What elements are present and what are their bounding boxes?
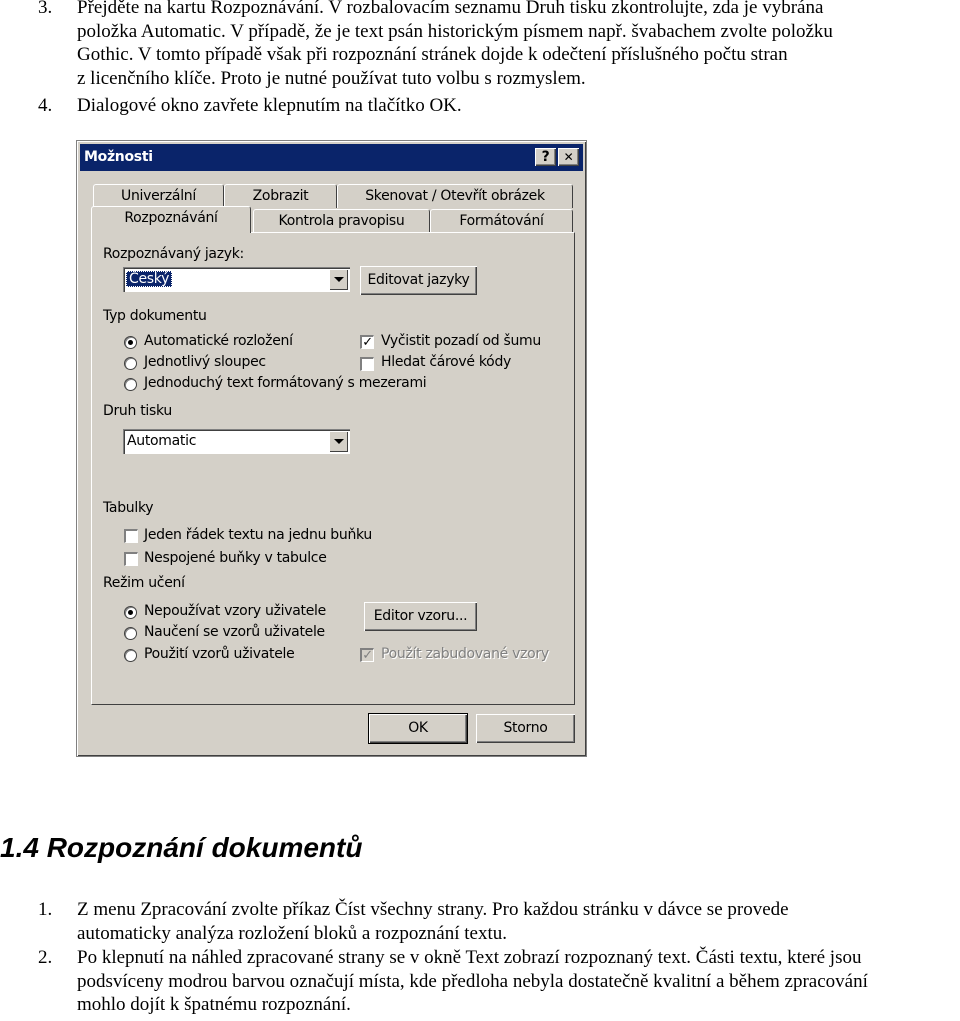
check-label: Hledat čárové kódy bbox=[381, 354, 512, 370]
radio-no-user-patterns[interactable] bbox=[124, 606, 137, 619]
learning-mode-label: Režim učení bbox=[103, 575, 185, 591]
step-line: Z menu Zpracování zvolte příkaz Číst všechny strany. Pro každou stránku v dávce se provede bbox=[77, 899, 789, 920]
dialog-title: Možnosti bbox=[84, 149, 153, 165]
step-line: položka Automatic. V případě, že je text psán historickým písmem např. švabachem zvolte položku bbox=[77, 20, 833, 42]
step-line: podsvíceny modrou barvou označují místa, kde předloha nebyla dostatečně kvalitní a během zpracování bbox=[77, 970, 868, 992]
step-number: 1. bbox=[38, 899, 53, 920]
tab-univerzalni[interactable]: Univerzální bbox=[93, 184, 224, 208]
doc-type-option: Automatické rozložení bbox=[144, 333, 293, 349]
chevron-down-icon[interactable] bbox=[329, 431, 348, 452]
radio-learn-patterns[interactable] bbox=[124, 627, 137, 640]
doc-type-option: Jednotlivý sloupec bbox=[144, 354, 266, 370]
step-line: Gothic. V tomto případě však při rozpoznání stránek dojde k odečtení příslušného počtu stran bbox=[77, 44, 788, 65]
step-number: 2. bbox=[38, 947, 53, 968]
step-line: Přejděte na kartu Rozpoznávání. V rozbalovacím seznamu Druh tisku zkontrolujte, zda je vybrána bbox=[77, 0, 824, 18]
learn-option: Použití vzorů uživatele bbox=[144, 646, 295, 662]
section-heading: 1.4 Rozpoznání dokumentů bbox=[0, 832, 363, 863]
print-type-value: Automatic bbox=[127, 433, 197, 449]
dialog-titlebar[interactable] bbox=[80, 144, 583, 171]
language-combo[interactable] bbox=[123, 267, 350, 292]
tab-zobrazit[interactable]: Zobrazit bbox=[224, 184, 337, 208]
step-number: 4. bbox=[38, 95, 53, 116]
tab-rozpoznavani[interactable]: Rozpoznávání bbox=[91, 206, 251, 233]
radio-single-column[interactable] bbox=[124, 357, 137, 370]
learn-option: Nepoužívat vzory uživatele bbox=[144, 603, 326, 619]
radio-automatic-layout[interactable] bbox=[124, 336, 137, 349]
step-3 bbox=[38, 0, 958, 90]
radio-use-patterns[interactable] bbox=[124, 649, 137, 662]
step-line: automaticky analýza rozložení bloků a rozpoznání textu. bbox=[77, 922, 507, 944]
checkbox-barcodes[interactable] bbox=[360, 357, 374, 371]
step-4 bbox=[38, 94, 958, 118]
pattern-editor-button[interactable]: Editor vzoru... bbox=[364, 602, 477, 631]
document-type-label: Typ dokumentu bbox=[103, 308, 207, 324]
options-dialog bbox=[76, 140, 587, 757]
radio-simple-text[interactable] bbox=[124, 378, 137, 391]
learn-option: Naučení se vzorů uživatele bbox=[144, 624, 325, 640]
tab-panel-rozpoznavani bbox=[91, 232, 575, 705]
check-label: Vyčistit pozadí od šumu bbox=[381, 333, 541, 349]
step-number: 3. bbox=[38, 0, 53, 18]
checkbox-clean-background[interactable]: ✓ bbox=[360, 335, 374, 349]
language-label: Rozpoznávaný jazyk: bbox=[103, 246, 244, 262]
tab-formatovani[interactable]: Formátování bbox=[430, 209, 573, 233]
checkbox-builtin-patterns: ✓ bbox=[360, 648, 374, 662]
checkbox-unmerged-cells[interactable] bbox=[124, 552, 138, 566]
ok-button[interactable]: OK bbox=[369, 714, 467, 743]
check-label: Jeden řádek textu na jednu buňku bbox=[144, 527, 372, 543]
checkbox-one-line-per-cell[interactable] bbox=[124, 529, 138, 543]
step-line: mohlo dojít k špatnému rozpoznání. bbox=[77, 994, 351, 1015]
close-icon[interactable]: ✕ bbox=[558, 148, 579, 166]
check-label: Nespojené buňky v tabulce bbox=[144, 550, 327, 566]
help-icon[interactable]: ? bbox=[535, 148, 556, 166]
step-1 bbox=[38, 898, 958, 946]
doc-type-option: Jednoduchý text formátovaný s mezerami bbox=[144, 375, 427, 391]
print-type-label: Druh tisku bbox=[103, 403, 172, 419]
step-line: Po klepnutí na náhled zpracované strany se v okně Text zobrazí rozpoznaný text. Části textu, které jsou bbox=[77, 947, 862, 968]
tables-label: Tabulky bbox=[103, 500, 154, 516]
print-type-combo[interactable] bbox=[123, 429, 350, 454]
tab-skenovat[interactable]: Skenovat / Otevřít obrázek bbox=[337, 184, 573, 208]
cancel-button[interactable]: Storno bbox=[476, 714, 575, 743]
edit-languages-button[interactable]: Editovat jazyky bbox=[360, 266, 477, 295]
step-line: z licenčního klíče. Proto je nutné používat tuto volbu s rozmyslem. bbox=[77, 67, 586, 89]
tab-kontrola-pravopisu[interactable]: Kontrola pravopisu bbox=[253, 209, 430, 233]
language-value: Český bbox=[126, 271, 172, 287]
step-line: Dialogové okno zavřete klepnutím na tlačítko OK. bbox=[77, 95, 462, 116]
check-label-disabled: Použít zabudované vzory bbox=[381, 646, 549, 662]
chevron-down-icon[interactable] bbox=[329, 269, 348, 290]
step-2 bbox=[38, 946, 958, 1018]
